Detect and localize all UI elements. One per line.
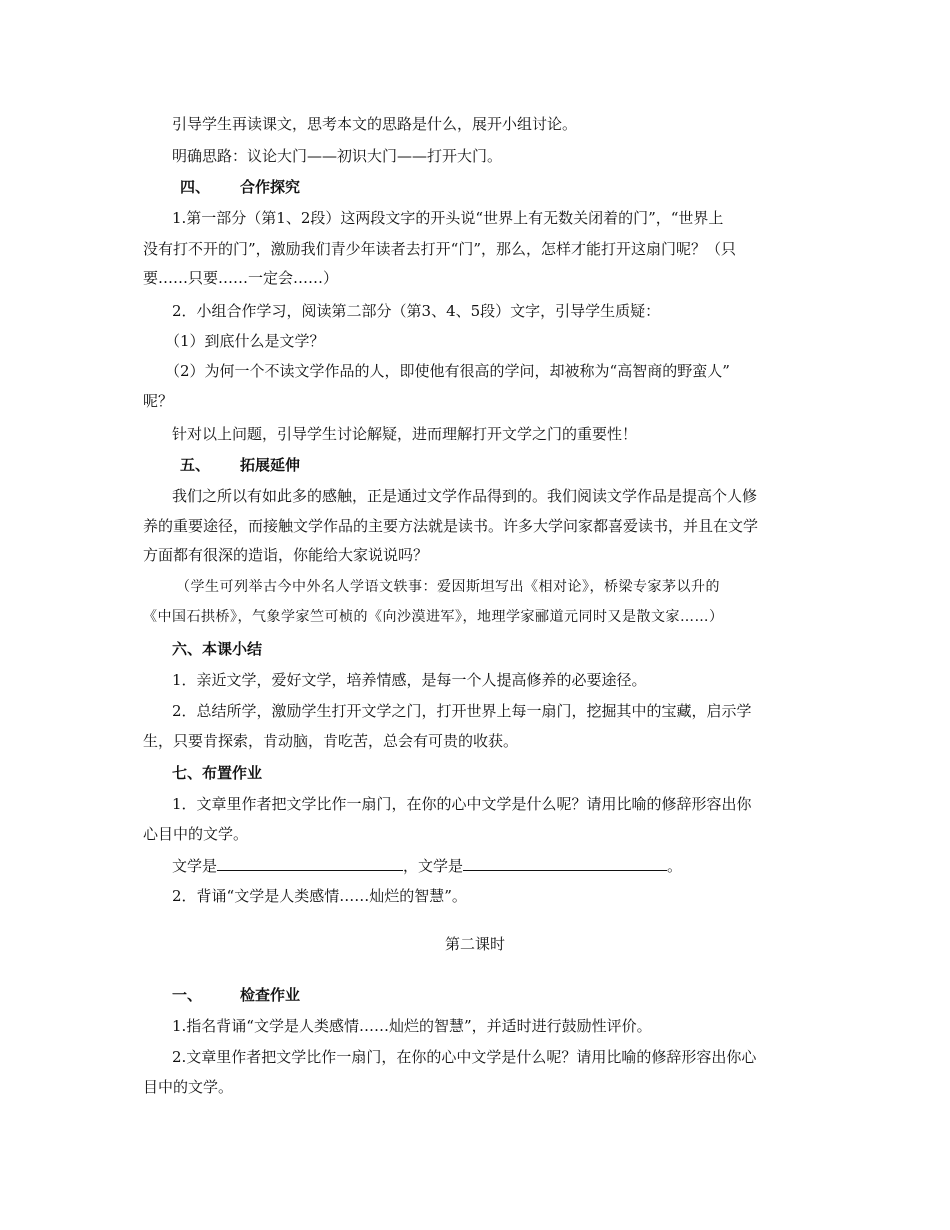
paragraph-line: 针对以上问题，引导学生讨论解疑，进而理解打开文学之门的重要性！	[172, 425, 638, 443]
paragraph-line: 要……只要……一定会……）	[143, 269, 339, 287]
fill-in-line	[172, 855, 682, 876]
paragraph-line: 生，只要肯探索，肯动脑，肯吃苦，总会有可贵的收获。	[143, 732, 519, 750]
paragraph-line: 1.指名背诵“文学是人类感情……灿烂的智慧”，并适时进行鼓励性评价。	[172, 1017, 652, 1035]
question-line: 呢？	[143, 392, 174, 410]
section-title: 第二课时	[444, 935, 505, 953]
paragraph-line: 2．小组合作学习，阅读第二部分（第3、4、5段）文字，引导学生质疑：	[172, 302, 661, 320]
section-heading: 七、布置作业	[172, 764, 263, 782]
fill-label: 。	[667, 857, 683, 875]
paragraph-line: 2.文章里作者把文学比作一扇门，在你的心中文学是什么呢？请用比喻的修辞形容出你心	[172, 1048, 757, 1066]
paragraph-line: 1．文章里作者把文学比作一扇门，在你的心中文学是什么呢？请用比喻的修辞形容出你	[172, 795, 752, 813]
paragraph-line: 我们之所以有如此多的感触，正是通过文学作品得到的。我们阅读文学作品是提高个人修	[172, 487, 758, 505]
paragraph-line: 2．背诵“文学是人类感情……灿烂的智慧”。	[172, 887, 467, 905]
paragraph-line: 没有打不开的门”，激励我们青少年读者去打开“门”，那么，怎样才能打开这扇门呢？（只	[143, 240, 737, 258]
section-heading: 六、本课小结	[172, 640, 263, 658]
blank-underline	[217, 855, 403, 871]
paragraph-line: 1.第一部分（第1、2段）这两段文字的开头说“世界上有无数关闭着的门”，“世界上	[172, 209, 724, 227]
paragraph-line: 明确思路：议论大门——初识大门——打开大门。	[172, 147, 503, 165]
section-heading-number: 五、	[180, 456, 211, 474]
section-heading-number: 四、	[180, 178, 211, 196]
paragraph-line: 目中的文学。	[143, 1078, 234, 1096]
fill-label: ，文学是	[403, 857, 464, 875]
blank-underline	[463, 855, 667, 871]
question-line: （1）到底什么是文学？	[165, 332, 325, 350]
paragraph-line: 养的重要途径，而接触文学作品的主要方法就是读书。许多大学问家都喜爱读书，并且在文学	[143, 517, 759, 535]
fill-label: 文学是	[172, 857, 218, 875]
paragraph-line: 心目中的文学。	[143, 825, 249, 843]
section-heading: 合作探究	[240, 178, 301, 196]
section-heading-number: 一、	[172, 986, 203, 1004]
paragraph-line: 1．亲近文学，爱好文学，培养情感，是每一个人提高修养的必要途径。	[172, 671, 647, 689]
paragraph-line: 引导学生再读课文，思考本文的思路是什么，展开小组讨论。	[172, 115, 578, 133]
section-heading: 检查作业	[240, 986, 301, 1004]
note-line: （学生可列举古今中外名人学语文轶事：爱因斯坦写出《相对论》，桥梁专家茅以升的	[176, 579, 720, 595]
paragraph-line: 方面都有很深的造诣，你能给大家说说吗？	[143, 546, 429, 564]
paragraph-line: 2．总结所学，激励学生打开文学之门，打开世界上每一扇门，挖掘其中的宝藏，启示学	[172, 702, 752, 720]
question-line: （2）为何一个不读文学作品的人，即使他有很高的学问，却被称为“高智商的野蛮人”	[165, 362, 730, 380]
section-heading: 拓展延伸	[240, 456, 301, 474]
note-line: 《中国石拱桥》，气象学家竺可桢的《向沙漠进军》，地理学家郦道元同时又是散文家……）	[143, 609, 724, 625]
